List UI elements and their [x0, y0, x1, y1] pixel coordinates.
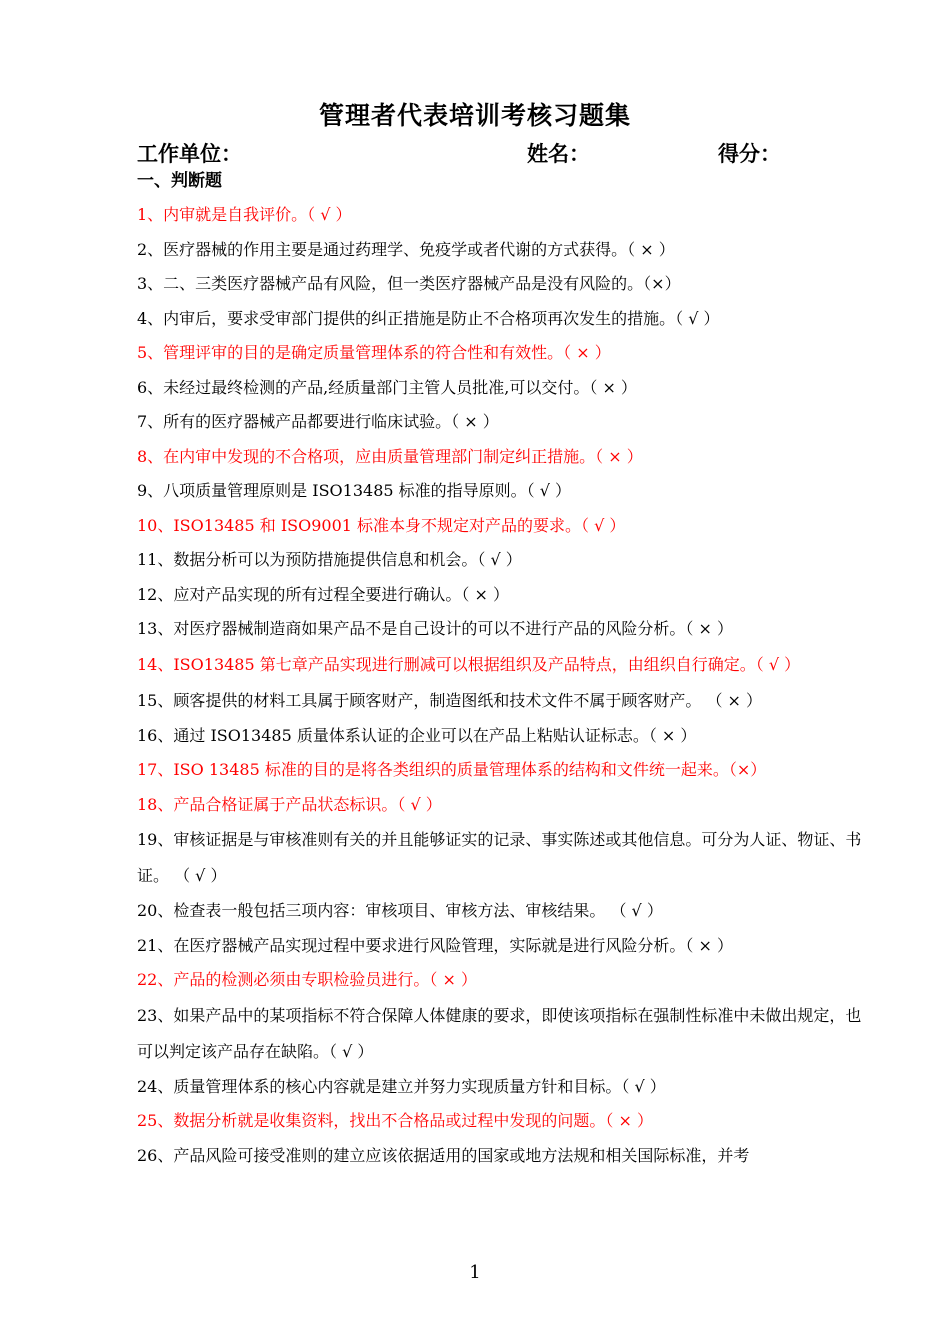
question-item: 10、ISO13485 和 ISO9001 标准本身不规定对产品的要求。（ √ ）: [137, 515, 626, 535]
question-item: 4、内审后，要求受审部门提供的纠正措施是防止不合格项再次发生的措施。（ √ ）: [137, 308, 720, 328]
page-number: 1: [469, 1262, 481, 1283]
name-label: 姓名：: [527, 141, 590, 166]
question-item: 3、二、三类医疗器械产品有风险，但一类医疗器械产品是没有风险的。（×）: [137, 274, 681, 293]
question-list: [137, 198, 862, 1173]
question-item: 24、质量管理体系的核心内容就是建立并努力实现质量方针和目标。（ √ ）: [137, 1076, 666, 1096]
question-item: 7、所有的医疗器械产品都要进行临床试验。（ × ）: [137, 412, 499, 431]
question-item: 19、审核证据是与审核准则有关的并且能够证实的记录、事实陈述或其他信息。可分为人证、物证、书证。 （ √ ）: [137, 830, 862, 885]
question-item: 23、如果产品中的某项指标不符合保障人体健康的要求，即使该项指标在强制性标准中未做出规定，也可以判定该产品存在缺陷。（ √ ）: [137, 1005, 862, 1061]
question-item: 16、通过 ISO13485 质量体系认证的企业可以在产品上粘贴认证标志。（ × ）: [137, 725, 697, 745]
question-item: 6、未经过最终检测的产品,经质量部门主管人员批准,可以交付。（ × ）: [137, 377, 637, 397]
question-item: 18、产品合格证属于产品状态标识。（ √ ）: [137, 794, 442, 814]
question-item: 15、顾客提供的材料工具属于顾客财产，制造图纸和技术文件不属于顾客财产。 （ × ）: [137, 690, 763, 710]
question-item: 2、医疗器械的作用主要是通过药理学、免疫学或者代谢的方式获得。（ × ）: [137, 239, 675, 259]
question-item: 21、在医疗器械产品实现过程中要求进行风险管理，实际就是进行风险分析。（ × ）: [137, 935, 733, 955]
question-item: 22、产品的检测必须由专职检验员进行。（ × ）: [137, 970, 477, 989]
question-item: 13、对医疗器械制造商如果产品不是自己设计的可以不进行产品的风险分析。（ × ）: [137, 619, 733, 638]
question-item: 5、管理评审的目的是确定质量管理体系的符合性和有效性。（ × ）: [137, 343, 611, 362]
question-item: 25、数据分析就是收集资料，找出不合格品或过程中发现的问题。（ × ）: [137, 1111, 653, 1130]
score-label: 得分：: [718, 141, 781, 166]
question-item: 8、在内审中发现的不合格项，应由质量管理部门制定纠正措施。（ × ）: [137, 446, 643, 466]
page-title: 管理者代表培训考核习题集: [318, 101, 631, 130]
question-item: 26、产品风险可接受准则的建立应该依据适用的国家或地方法规和相关国际标准，并考: [137, 1145, 750, 1165]
question-item: 20、检查表一般包括三项内容：审核项目、审核方法、审核结果。 （ √ ）: [137, 901, 663, 920]
work-unit-label: 工作单位：: [137, 141, 242, 166]
question-item: 14、ISO13485 第七章产品实现进行删减可以根据组织及产品特点，由组织自行确定。（ √ ）: [137, 654, 801, 674]
question-item: 17、ISO 13485 标准的目的是将各类组织的质量管理体系的结构和文件统一起来。（×）: [137, 760, 767, 779]
section-heading: 一、判断题: [137, 171, 222, 191]
question-item: 9、八项质量管理原则是 ISO13485 标准的指导原则。（ √ ）: [137, 481, 572, 500]
question-item: 11、数据分析可以为预防措施提供信息和机会。（ √ ）: [137, 550, 522, 569]
question-item: 12、应对产品实现的所有过程全要进行确认。（ × ）: [137, 584, 509, 604]
question-item: 1、内审就是自我评价。（ √ ）: [137, 205, 352, 224]
